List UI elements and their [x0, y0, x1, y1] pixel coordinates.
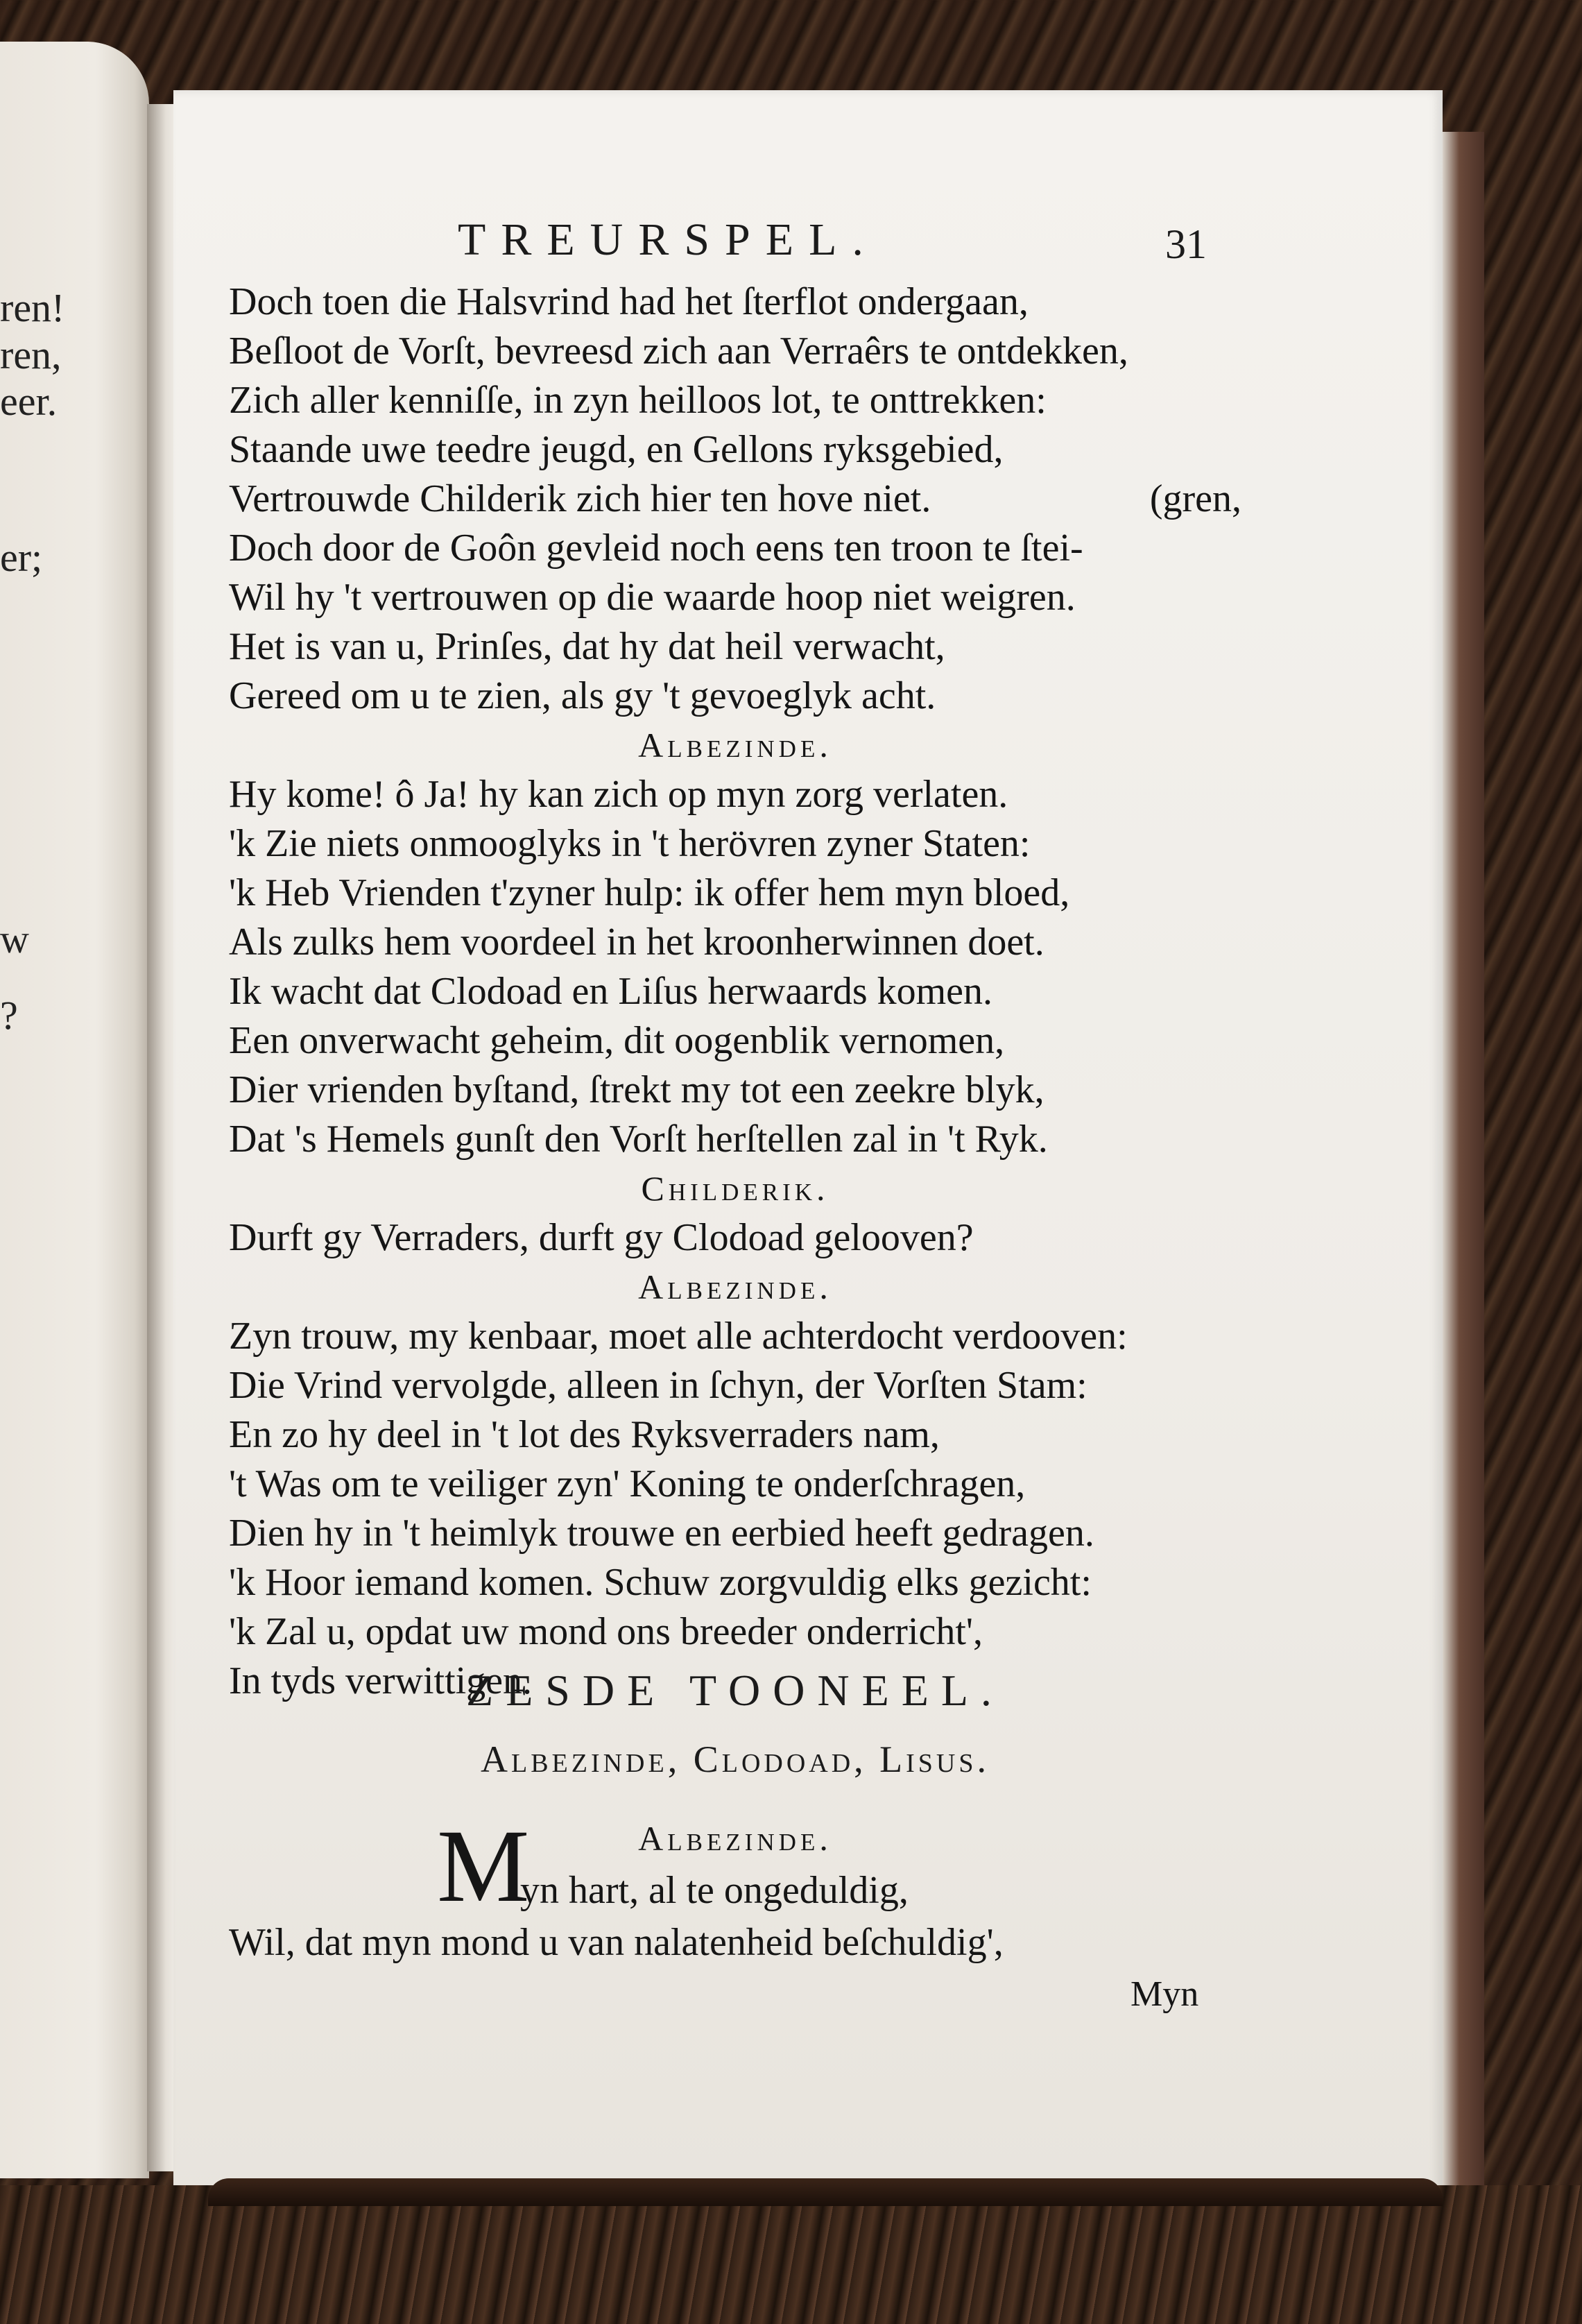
verse-line: 't Was om te veiliger zyn' Koning te onderſchragen,: [229, 1462, 1026, 1505]
verse-line: Staande uwe teedre jeugd, en Gellons ryksgebied,: [229, 428, 1004, 471]
verse-line: Durft gy Verraders, durft gy Clodoad gelooven?: [229, 1216, 974, 1259]
verse-line: yn hart, al te ongeduldig,: [520, 1869, 909, 1912]
page-number: 31: [1165, 221, 1207, 267]
verse-line: Beſloot de Vorſt, bevreesd zich aan Verraêrs te ontdekken,: [229, 330, 1128, 373]
verse-line: Wil, dat myn mond u van nalatenheid beſchuldig',: [229, 1921, 1004, 1964]
verse-line: Zich aller kenniſſe, in zyn heilloos lot, te onttrekken:: [229, 379, 1047, 422]
verse-line: 'k Zal u, opdat uw mond ons breeder onderricht',: [229, 1610, 983, 1653]
left-page: [0, 42, 149, 2178]
verse-line: In tyds verwittigen.: [229, 1659, 533, 1702]
verse-line: Doch door de Goôn gevleid noch eens ten troon te ſtei-: [229, 527, 1083, 570]
verse-line: Ik wacht dat Clodoad en Liſus herwaards komen.: [229, 970, 993, 1013]
verse-line: 'k Zie niets onmooglyks in 't herövren zyner Staten:: [229, 822, 1031, 865]
verse-line: En zo hy deel in 't lot des Ryksverraders nam,: [229, 1413, 940, 1456]
speaker-heading: Albezinde.: [638, 1267, 832, 1306]
verse-line: Wil hy 't vertrouwen op die waarde hoop niet weigren.: [229, 576, 1076, 619]
verse-line: Hy kome! ô Ja! hy kan zich op myn zorg verlaten.: [229, 773, 1008, 816]
speaker-heading: Albezinde.: [638, 1819, 832, 1858]
verse-text-block: [229, 277, 1241, 2014]
verse-line: 'k Heb Vrienden t'zyner hulp: ik offer hem myn bloed,: [229, 871, 1070, 914]
left-page-fragment: eer.: [0, 379, 58, 424]
catchword: Myn: [1130, 1974, 1199, 2014]
drop-cap: M: [437, 1809, 530, 1924]
wood-background-bottom: [0, 2185, 1582, 2324]
verse-text: Vertrouwde Childerik zich hier ten hove niet.: [229, 477, 931, 520]
verse-line: 'k Hoor iemand komen. Schuw zorgvuldig elks gezicht:: [229, 1561, 1092, 1604]
scene-cast-list: Albezinde, Clodoad, Lisus.: [480, 1738, 990, 1780]
running-head: TREURSPEL.: [458, 214, 879, 265]
left-page-fragment: w: [0, 916, 29, 962]
left-page-fragment: ren,: [0, 332, 62, 377]
verse-line: Die Vrind vervolgde, alleen in ſchyn, der Vorſten Stam:: [229, 1364, 1087, 1407]
left-page-fragment: er;: [0, 535, 43, 580]
verse-line: Als zulks hem voordeel in het kroonherwinnen doet.: [229, 921, 1044, 964]
left-page-fragment: ren!: [0, 285, 65, 330]
verse-line: Het is van u, Prinſes, dat hy dat heil verwacht,: [229, 625, 945, 668]
speaker-heading: Albezinde.: [638, 726, 832, 764]
left-page-fragment: ?: [0, 993, 18, 1038]
scene-title: ZESDE TOONEEL.: [466, 1666, 1004, 1715]
page-edge-binding: [1443, 132, 1484, 2227]
verse-line: Dien hy in 't heimlyk trouwe en eerbied heeft gedragen.: [229, 1512, 1094, 1555]
verse-line: [229, 475, 1241, 524]
turnover-fragment: (gren,: [1149, 477, 1241, 520]
verse-line: Dier vrienden byſtand, ſtrekt my tot een zeekre blyk,: [229, 1068, 1044, 1111]
verse-line: Dat 's Hemels gunſt den Vorſt herſtellen zal in 't Ryk.: [229, 1118, 1048, 1161]
verse-line: Zyn trouw, my kenbaar, moet alle achterdocht verdooven:: [229, 1315, 1128, 1358]
verse-line: Doch toen die Halsvrind had het ſterflot ondergaan,: [229, 280, 1029, 323]
speaker-heading: Childerik.: [641, 1169, 829, 1208]
page-bottom-stain: [208, 2178, 1443, 2206]
verse-line: Gereed om u te zien, als gy 't gevoeglyk acht.: [229, 674, 936, 717]
verse-line: Een onverwacht geheim, dit oogenblik vernomen,: [229, 1019, 1005, 1062]
